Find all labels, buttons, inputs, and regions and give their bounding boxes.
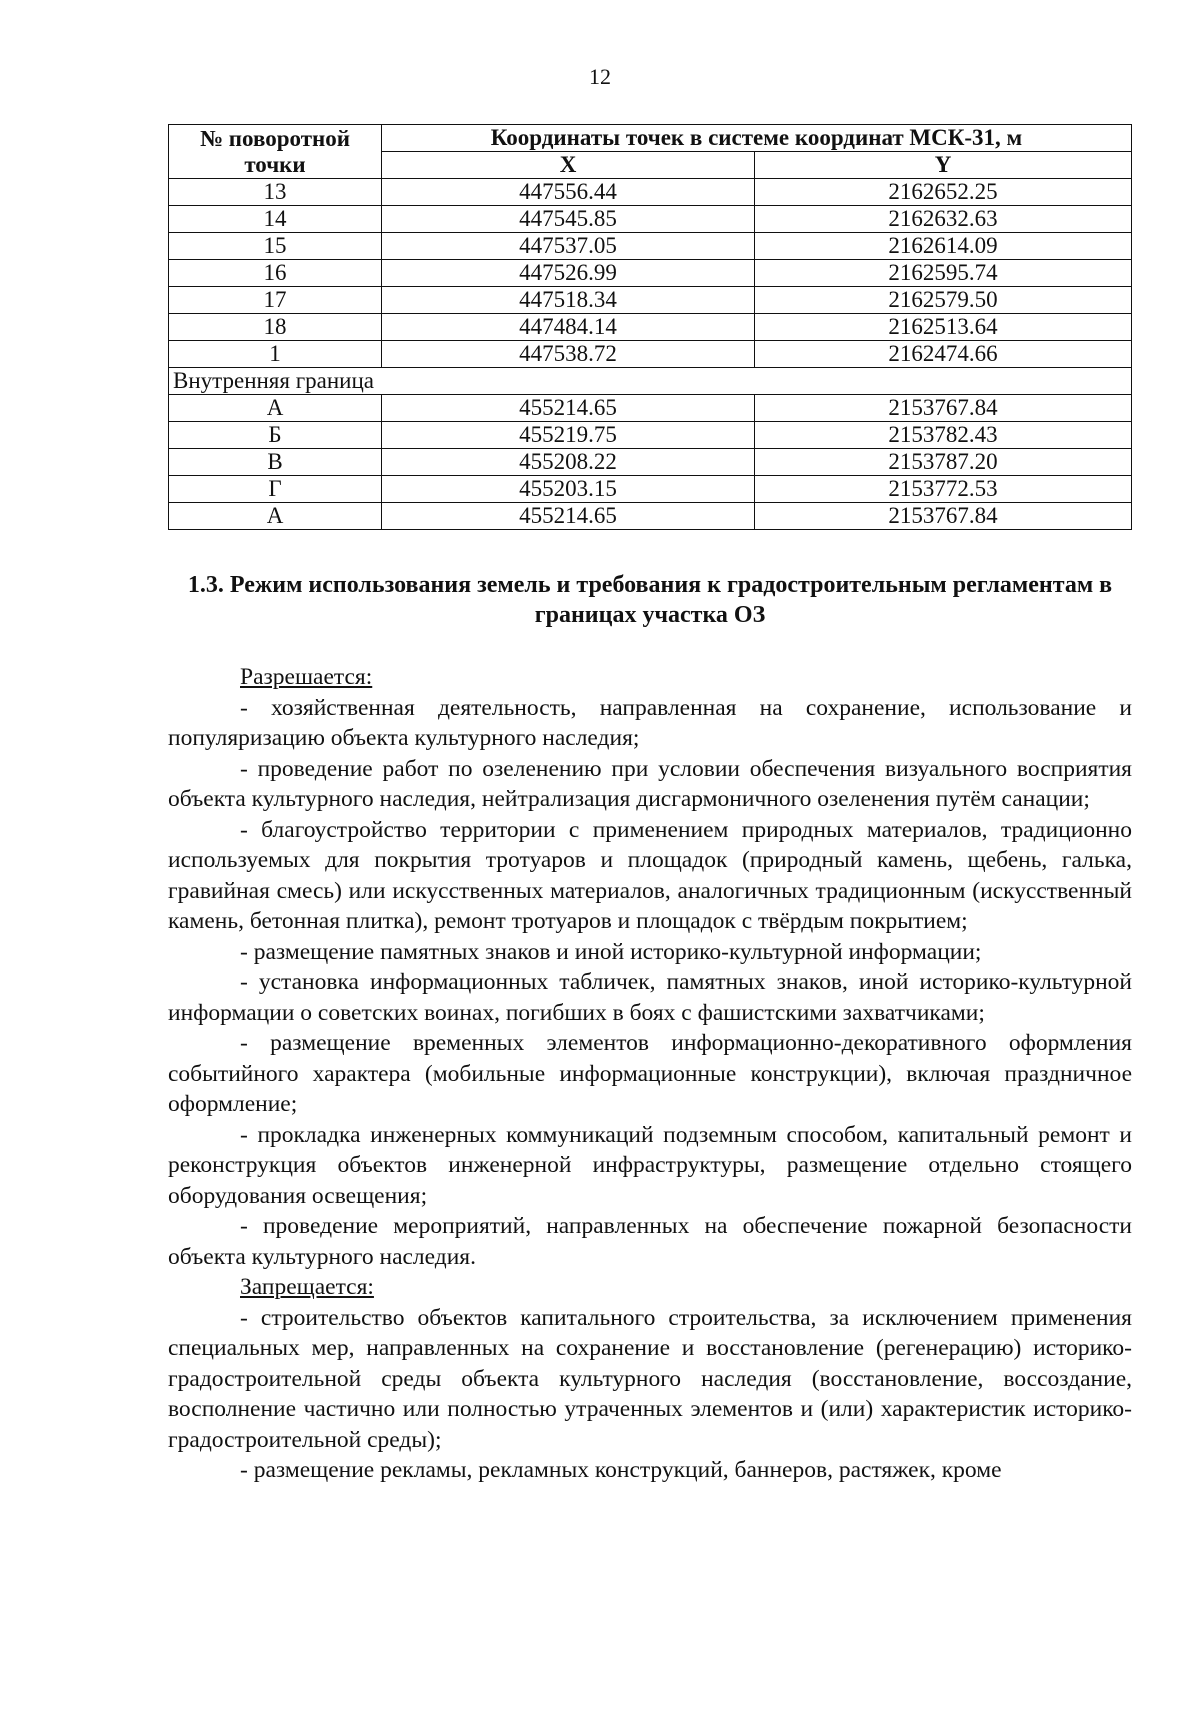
point-number-cell: 14 <box>169 206 382 233</box>
header-y: Y <box>755 152 1132 179</box>
y-coordinate-cell: 2153787.20 <box>755 449 1132 476</box>
allowed-item: - размещение памятных знаков и иной историко-культурной информации; <box>240 938 982 965</box>
table-row <box>169 503 1132 530</box>
forbidden-heading: Запрещается: <box>240 1274 374 1300</box>
x-coordinate-cell: 447537.05 <box>382 233 755 260</box>
allowed-item: - проведение работ по озеленению при условии обеспечения визуального восприятия объекта культурного наследия, нейтрализация дисгармоничного озеленения путём санации; <box>168 755 1132 812</box>
inner-boundary-rows <box>169 395 1132 530</box>
y-coordinate-cell: 2162579.50 <box>755 287 1132 314</box>
coordinates-table <box>168 124 1132 530</box>
y-coordinate-cell: 2153767.84 <box>755 395 1132 422</box>
x-coordinate-cell: 455214.65 <box>382 503 755 530</box>
inner-boundary-group <box>169 368 1132 395</box>
point-number-cell: Г <box>169 476 382 503</box>
x-coordinate-cell: 447556.44 <box>382 179 755 206</box>
forbidden-item: - размещение рекламы, рекламных конструкций, баннеров, растяжек, кроме <box>240 1457 1002 1483</box>
table-row <box>169 395 1132 422</box>
point-number-cell: 1 <box>169 341 382 368</box>
y-coordinate-cell: 2162474.66 <box>755 341 1132 368</box>
x-coordinate-cell: 447526.99 <box>382 260 755 287</box>
y-coordinate-cell: 2153772.53 <box>755 476 1132 503</box>
x-coordinate-cell: 455214.65 <box>382 395 755 422</box>
y-coordinate-cell: 2153782.43 <box>755 422 1132 449</box>
y-coordinate-cell: 2162595.74 <box>755 260 1132 287</box>
allowed-item: - размещение временных элементов информационно-декоративного оформления событийного характера (мобильные информационные конструкции), включая праздничное оформление; <box>168 1030 1132 1117</box>
x-coordinate-cell: 447538.72 <box>382 341 755 368</box>
x-coordinate-cell: 455219.75 <box>382 422 755 449</box>
point-number-cell: В <box>169 449 382 476</box>
point-number-cell: Б <box>169 422 382 449</box>
y-coordinate-cell: 2162652.25 <box>755 179 1132 206</box>
table-row <box>169 233 1132 260</box>
point-number-cell: 16 <box>169 260 382 287</box>
y-coordinate-cell: 2153767.84 <box>755 503 1132 530</box>
forbidden-list <box>168 1303 1132 1486</box>
inner-boundary-label-fill <box>382 368 1132 395</box>
table-row <box>169 260 1132 287</box>
x-coordinate-cell: 455208.22 <box>382 449 755 476</box>
allowed-list <box>168 693 1132 1273</box>
allowed-item: - хозяйственная деятельность, направленная на сохранение, использование и популяризацию объекта культурного наследия; <box>168 694 1132 751</box>
page-number: 12 <box>589 64 611 89</box>
table-row <box>169 476 1132 503</box>
point-number-cell: 17 <box>169 287 382 314</box>
inner-boundary-label-row <box>169 368 1132 395</box>
point-number-cell: 15 <box>169 233 382 260</box>
allowed-heading: Разрешается: <box>240 664 373 690</box>
outer-boundary-rows <box>169 179 1132 368</box>
table-row <box>169 449 1132 476</box>
table-row <box>169 422 1132 449</box>
y-coordinate-cell: 2162614.09 <box>755 233 1132 260</box>
allowed-item: - благоустройство территории с применением природных материалов, традиционно используемых для покрытия тротуаров и площадок (природный камень, щебень, галька, гравийная смесь) или искусственных материалов, аналогичных традиционным (искусственный камень, бетонная плитка), ремонт тротуаров и площадок с твёрдым покрытием; <box>168 816 1132 934</box>
header-x: X <box>382 152 755 179</box>
allowed-item: - установка информационных табличек, памятных знаков, иной историко-культурной информации о советских воинах, погибших в боях с фашистскими захватчиками; <box>168 969 1132 1026</box>
x-coordinate-cell: 447484.14 <box>382 314 755 341</box>
table-row <box>169 179 1132 206</box>
point-number-cell: А <box>169 395 382 422</box>
body-text <box>168 662 1132 1486</box>
x-coordinate-cell: 447545.85 <box>382 206 755 233</box>
table-row <box>169 314 1132 341</box>
allowed-item: - проведение мероприятий, направленных на обеспечение пожарной безопасности объекта культурного наследия. <box>168 1213 1132 1270</box>
x-coordinate-cell: 455203.15 <box>382 476 755 503</box>
section-title: 1.3. Режим использования земель и требования к градостроительным регламентам в границах участка ОЗ <box>187 572 1113 628</box>
table-row <box>169 341 1132 368</box>
forbidden-item: - строительство объектов капитального строительства, за исключением применения специальных мер, направленных на сохранение и восстановление (регенерацию) историко-градостроительной среды объекта культурного наследия (восстановление, воссоздание, восполнение частично или полностью утраченных элементов и (или) характеристик историко-градостроительной среды); <box>168 1304 1132 1453</box>
x-coordinate-cell: 447518.34 <box>382 287 755 314</box>
table-row <box>169 206 1132 233</box>
header-coordinates: Координаты точек в системе координат МСК-31, м <box>382 125 1132 152</box>
point-number-cell: 13 <box>169 179 382 206</box>
inner-boundary-label: Внутренняя граница <box>169 368 382 395</box>
header-point-number: № поворотной точки <box>169 125 382 179</box>
point-number-cell: 18 <box>169 314 382 341</box>
point-number-cell: А <box>169 503 382 530</box>
y-coordinate-cell: 2162513.64 <box>755 314 1132 341</box>
y-coordinate-cell: 2162632.63 <box>755 206 1132 233</box>
table-row <box>169 287 1132 314</box>
allowed-item: - прокладка инженерных коммуникаций подземным способом, капитальный ремонт и реконструкция объектов инженерной инфраструктуры, размещение отдельно стоящего оборудования освещения; <box>168 1121 1132 1209</box>
